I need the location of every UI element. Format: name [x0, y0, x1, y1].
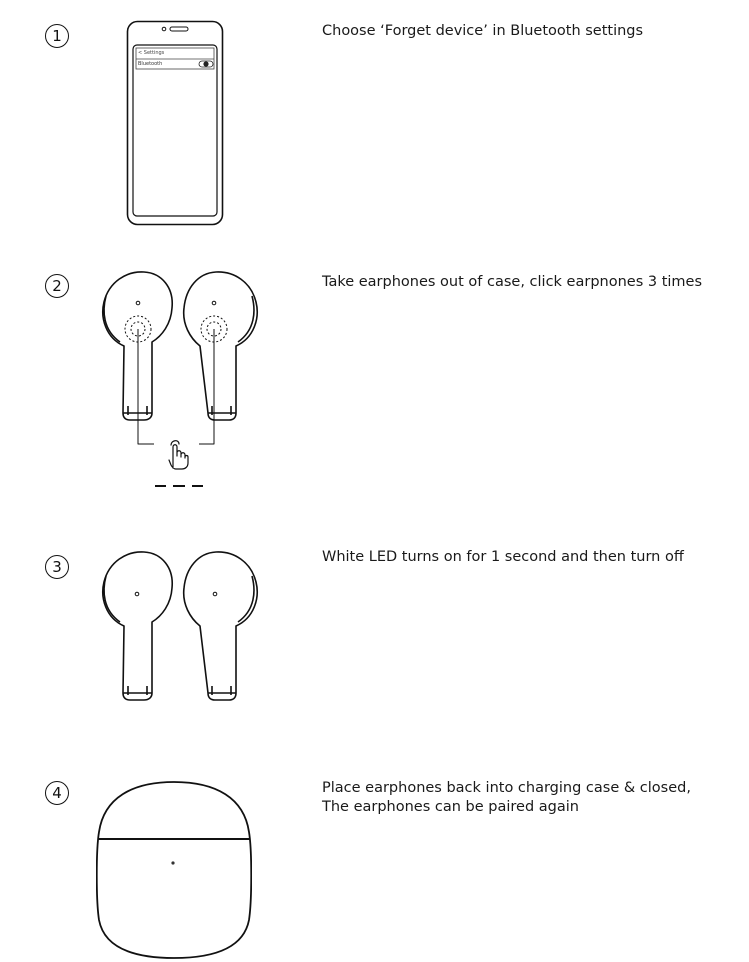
- tap-hand-icon: [168, 438, 190, 472]
- step-number-2: 2: [45, 274, 69, 298]
- led-indicator-left: [135, 592, 139, 596]
- led-indicator-right: [213, 592, 217, 596]
- charging-case-illustration: [96, 780, 252, 960]
- three-taps-indicator-icon: [154, 483, 204, 489]
- charging-case-icon: [96, 780, 252, 960]
- step-number-3: 3: [45, 555, 69, 579]
- step-1-instruction: Choose ‘Forget device’ in Bluetooth settings: [322, 23, 644, 39]
- case-led-dot: [171, 861, 174, 864]
- step-4-instruction-line-2: The earphones can be paired again: [322, 799, 579, 815]
- step-4-instruction-line-1: Place earphones back into charging case & closed,: [322, 780, 691, 796]
- earphones-led-illustration: [96, 546, 266, 706]
- earphones-tap-illustration: [96, 266, 266, 496]
- step-2-instruction: Take earphones out of case, click earpnones 3 times: [322, 274, 703, 290]
- step-number-4: 4: [45, 781, 69, 805]
- step-3-instruction: White LED turns on for 1 second and then turn off: [322, 549, 684, 565]
- phone-bluetooth-label: Bluetooth: [138, 61, 163, 67]
- phone-settings-label: < Settings: [138, 50, 165, 56]
- step-number-1: 1: [45, 24, 69, 48]
- phone-illustration: [126, 20, 224, 226]
- earphones-icon: [96, 546, 266, 706]
